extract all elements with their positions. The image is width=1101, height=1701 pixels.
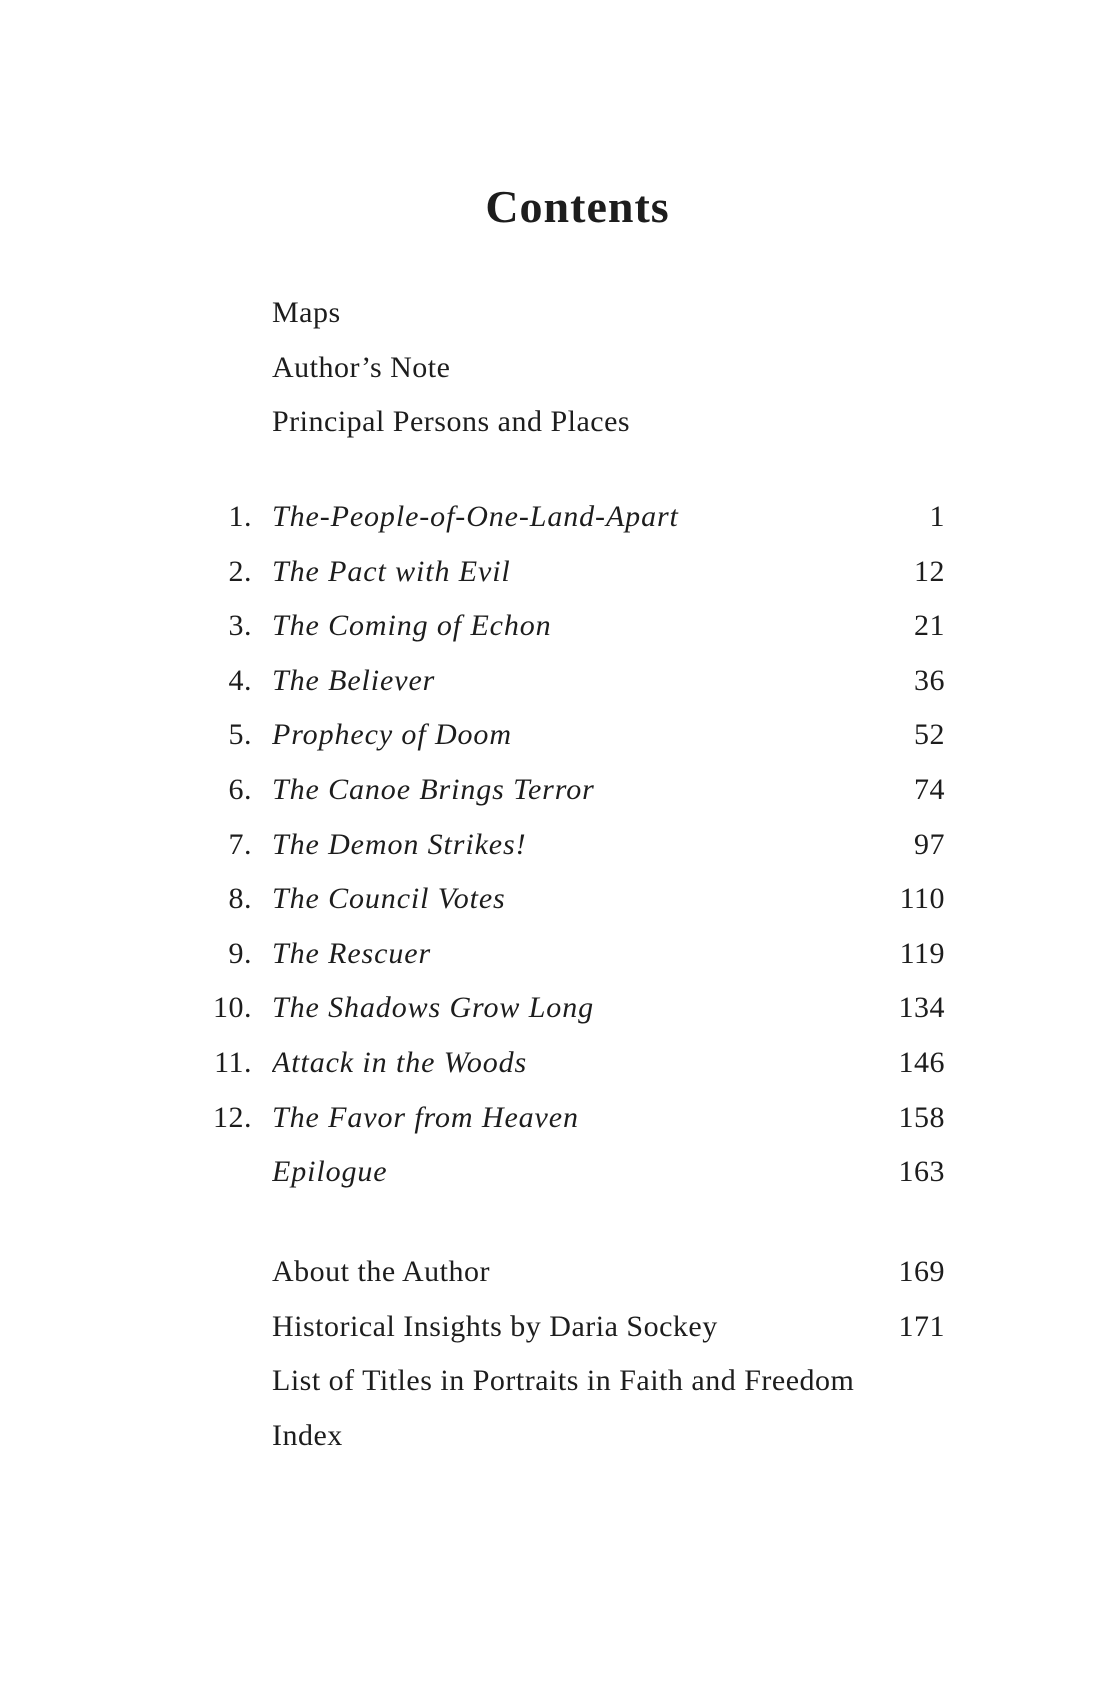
chapter-number: 3. xyxy=(228,609,252,643)
toc-entry xyxy=(197,927,945,982)
chapter-title: Epilogue xyxy=(272,1155,388,1189)
chapter-title: The Believer xyxy=(272,663,436,697)
page-number xyxy=(883,1354,945,1409)
front-matter-item: Maps xyxy=(272,296,341,329)
page-number: 110 xyxy=(899,882,945,916)
back-matter-title: Historical Insights by Daria Sockey xyxy=(272,1309,718,1343)
front-matter-item: Principal Persons and Places xyxy=(272,405,631,439)
toc-entry xyxy=(197,708,945,763)
toc-entry xyxy=(197,1145,945,1200)
chapter-title: The Rescuer xyxy=(272,936,432,970)
chapter-number: 12. xyxy=(213,1100,252,1134)
chapter-number: 9. xyxy=(228,936,252,970)
chapter-number: 5. xyxy=(228,718,252,752)
toc-entry xyxy=(197,981,945,1036)
chapter-number xyxy=(197,395,252,450)
chapter-number xyxy=(197,1145,252,1200)
page-number: 158 xyxy=(898,1100,945,1134)
chapter-number: 10. xyxy=(213,991,252,1025)
toc-entry xyxy=(197,1245,945,1300)
toc-entry xyxy=(197,395,945,450)
page-number: 169 xyxy=(898,1255,945,1288)
toc-entry xyxy=(197,1091,945,1146)
chapter-number xyxy=(197,1354,252,1409)
toc-entry xyxy=(197,490,945,545)
toc-entry xyxy=(197,818,945,873)
front-matter-item: Author’s Note xyxy=(272,350,451,384)
page-number xyxy=(883,1409,945,1464)
chapter-number: 11. xyxy=(214,1045,252,1079)
chapter-number xyxy=(197,341,252,396)
toc-entry xyxy=(197,599,945,654)
chapter-list xyxy=(197,490,945,1200)
page-number: 146 xyxy=(898,1045,945,1079)
chapter-title: The Favor from Heaven xyxy=(272,1100,579,1134)
chapter-title: The Pact with Evil xyxy=(272,554,511,588)
page-number: 74 xyxy=(914,772,945,806)
page-number: 12 xyxy=(914,554,945,588)
page-number: 1 xyxy=(929,500,945,533)
page-number: 163 xyxy=(898,1155,945,1189)
chapter-number xyxy=(197,1245,252,1300)
page-number: 171 xyxy=(898,1309,945,1343)
chapter-number: 2. xyxy=(228,554,252,588)
page-number xyxy=(883,395,945,450)
chapter-title: Attack in the Woods xyxy=(272,1045,528,1079)
page-title: Contents xyxy=(485,181,670,232)
chapter-title: The Demon Strikes! xyxy=(272,827,527,861)
page-number: 21 xyxy=(914,609,945,643)
page-number: 97 xyxy=(914,827,945,861)
page-number xyxy=(883,286,945,341)
chapter-title: The Canoe Brings Terror xyxy=(272,772,595,806)
front-matter-list xyxy=(197,286,945,450)
back-matter-title: List of Titles in Portraits in Faith and Freedom xyxy=(272,1364,855,1398)
page-number: 36 xyxy=(914,663,945,697)
page-number xyxy=(883,341,945,396)
toc-entry xyxy=(197,341,945,396)
page-number: 134 xyxy=(898,991,945,1025)
toc-entry xyxy=(197,1409,945,1464)
toc-entry xyxy=(197,654,945,709)
chapter-number: 7. xyxy=(228,827,252,861)
chapter-number xyxy=(197,286,252,341)
back-matter-title: Index xyxy=(272,1418,343,1452)
page-number: 52 xyxy=(914,718,945,752)
chapter-number: 6. xyxy=(228,772,252,806)
toc-entry xyxy=(197,763,945,818)
toc-entry xyxy=(197,1036,945,1091)
chapter-title: The-People-of-One-Land-Apart xyxy=(272,500,679,533)
toc-entry xyxy=(197,1300,945,1355)
page-number: 119 xyxy=(899,936,945,970)
chapter-number: 8. xyxy=(228,882,252,916)
back-matter-list xyxy=(197,1245,945,1463)
chapter-title: The Council Votes xyxy=(272,882,506,916)
back-matter-title: About the Author xyxy=(272,1255,490,1288)
toc-entry xyxy=(197,872,945,927)
toc-entry xyxy=(197,545,945,600)
chapter-title: The Coming of Echon xyxy=(272,609,552,643)
chapter-number: 4. xyxy=(228,663,252,697)
toc-entry xyxy=(197,1354,945,1409)
chapter-number: 1. xyxy=(228,500,252,533)
chapter-title: Prophecy of Doom xyxy=(272,718,512,752)
chapter-title: The Shadows Grow Long xyxy=(272,991,595,1025)
toc-entry xyxy=(197,286,945,341)
chapter-number xyxy=(197,1409,252,1464)
chapter-number xyxy=(197,1300,252,1355)
